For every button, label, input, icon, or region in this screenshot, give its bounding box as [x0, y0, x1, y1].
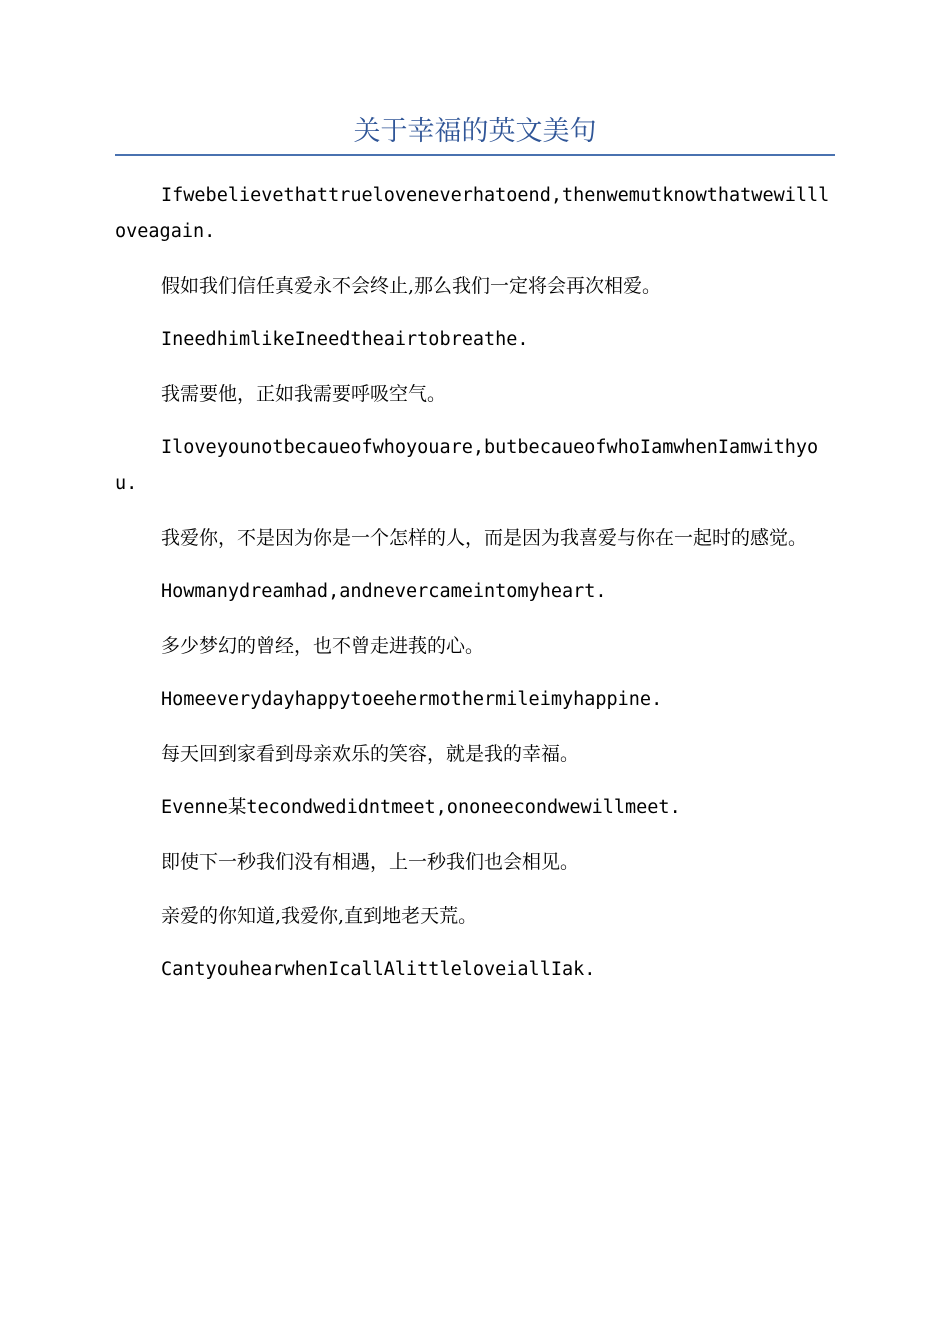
paragraph: IneedhimlikeIneedtheairtobreathe.	[161, 329, 529, 350]
paragraph: 即使下一秒我们没有相遇，上一秒我们也会相见。	[161, 851, 580, 873]
paragraph: 每天回到家看到母亲欢乐的笑容，就是我的幸福。	[161, 743, 580, 765]
paragraph: 亲爱的你知道,我爱你,直到地老天荒。	[161, 905, 478, 927]
paragraph: 我需要他，正如我需要呼吸空气。	[161, 383, 447, 405]
paragraph: Iloveyounotbecaueofwhoyouare,butbecaueofwhoIamwhenIamwithyou.	[115, 437, 819, 494]
paragraph: CantyouhearwhenIcallAlittleloveiallIak.	[161, 959, 596, 980]
paragraph: Evenne某tecondwedidntmeet,ononeecondwewillmeet.	[161, 797, 681, 818]
paragraph: 多少梦幻的曾经，也不曾走进莪的心。	[161, 635, 485, 657]
document-body	[115, 178, 831, 988]
paragraph: Ifwebelievethattrueloveneverhatoend,thenwemutknowthatwewillloveagain.	[115, 185, 830, 242]
paragraph: Howmanydreamhad,andnevercameintomyheart.	[161, 581, 607, 602]
paragraph: 假如我们信任真爱永不会终止,那么我们一定将会再次相爱。	[161, 275, 662, 297]
title-underline	[115, 154, 835, 156]
paragraph: Homeeverydayhappytoeehermothermileimyhappine.	[161, 689, 663, 710]
document-title: 关于幸福的英文美句	[353, 116, 597, 147]
paragraph: 我爱你，不是因为你是一个怎样的人，而是因为我喜爱与你在一起时的感觉。	[161, 527, 808, 549]
